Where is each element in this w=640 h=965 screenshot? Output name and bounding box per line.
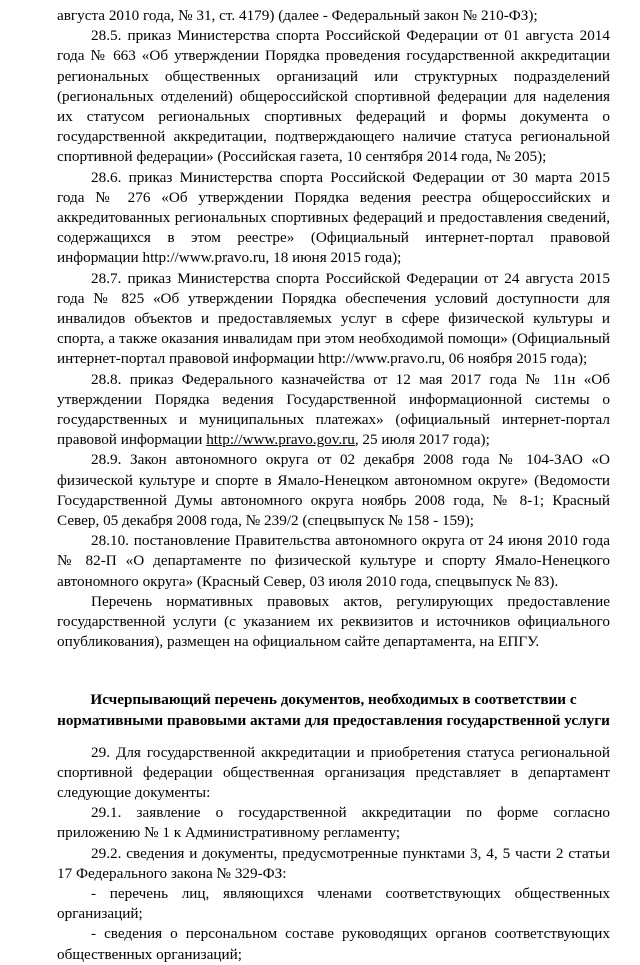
section-spacer	[57, 653, 610, 689]
paragraph-28-7: 28.7. приказ Министерства спорта Российской Федерации от 24 августа 2015 года № 825 «Об утверждении Порядка обеспечения условий доступности для инвалидов объектов и предоставляемых услуг в сфере физической культуры и спорта, а также оказания инвалидам при этом необходимой помощи» (Официальный интернет-портал правовой информации http://www.pravo.ru, 06 ноября 2015 года);	[57, 269, 610, 368]
paragraph-28-8-text-start: 28.8. приказ Федерального казначейства от 12 мая 2017 года № 11н «Об утверждении Порядка ведения Государственной информационной системы о государственных и муниципальных платежах» (официальный интернет-портал правовой информации	[57, 370, 610, 449]
paragraph-28-6: 28.6. приказ Министерства спорта Российской Федерации от 30 марта 2015 года № 276 «Об утверждении Порядка ведения реестра общероссийских и аккредитованных региональных спортивных федераций и предоставления сведений, содержащихся в этом реестре» (Официальный интернет-портал правовой информации http://www.pravo.ru, 18 июня 2015 года);	[57, 168, 610, 267]
paragraph-28-9: 28.9. Закон автономного округа от 02 декабря 2008 года № 104-ЗАО «О физической культуре и спорте в Ямало-Ненецком автономном округе» (Ведомости Государственной Думы автономного округа ноябрь 2008 года, № 8-1; Красный Север, 05 декабря 2008 года, № 239/2 (спецвыпуск № 158 - 159);	[57, 451, 610, 530]
paragraph-28-8	[57, 370, 610, 451]
paragraph-29: 29. Для государственной аккредитации и приобретения статуса региональной спортивной федерации общественная организация представляет в департамент следующие документы:	[57, 743, 610, 801]
pravo-gov-link[interactable]: http://www.pravo.gov.ru	[206, 431, 355, 449]
paragraph-29-1: 29.1. заявление о государственной аккредитации по форме согласно приложению № 1 к Административному регламенту;	[57, 804, 610, 842]
list-item-governing-bodies: - сведения о персональном составе руководящих органов соответствующих общественных организаций;	[57, 925, 610, 963]
list-item-members: - перечень лиц, являющихся членами соответствующих общественных организаций;	[57, 884, 610, 923]
paragraph-continuation: августа 2010 года, № 31, ст. 4179) (далее - Федеральный закон № 210-ФЗ);	[57, 7, 538, 24]
paragraph-29-2: 29.2. сведения и документы, предусмотренные пунктами 3, 4, 5 части 2 статьи 17 Федерального закона № 329-ФЗ:	[57, 844, 610, 882]
paragraph-28-5: 28.5. приказ Министерства спорта Российской Федерации от 01 августа 2014 года № 663 «Об утверждении Порядка проведения государственной аккредитации региональных общественных организаций или структурных подразделений (региональных отделений) общероссийской спортивной федерации для наделения их статусом региональных спортивных федераций и формы документа о государственной аккредитации, подтверждающего наличие статуса региональной спортивной федерации» (Российская газета, 10 сентября 2014 года, № 205);	[57, 27, 610, 166]
section-title: Исчерпывающий перечень документов, необходимых в соответствии с нормативными правовыми актами для предоставления государственной услуги	[57, 690, 610, 729]
paragraph-28-10: 28.10. постановление Правительства автономного округа от 24 июня 2010 года № 82-П «О департаменте по физической культуре и спорту Ямало-Ненецкого автономного округа» (Красный Север, 03 июля 2010 года, спецвыпуск № 83).	[57, 532, 610, 590]
document-page	[57, 6, 610, 965]
paragraph-28-8-text-end: , 25 июля 2017 года);	[354, 431, 490, 449]
paragraph-acts-list: Перечень нормативных правовых актов, регулирующих предоставление государственной услуги (с указанием их реквизитов и источников официального опубликования), размещен на официальном сайте департамента, на ЕПГУ.	[57, 592, 610, 651]
